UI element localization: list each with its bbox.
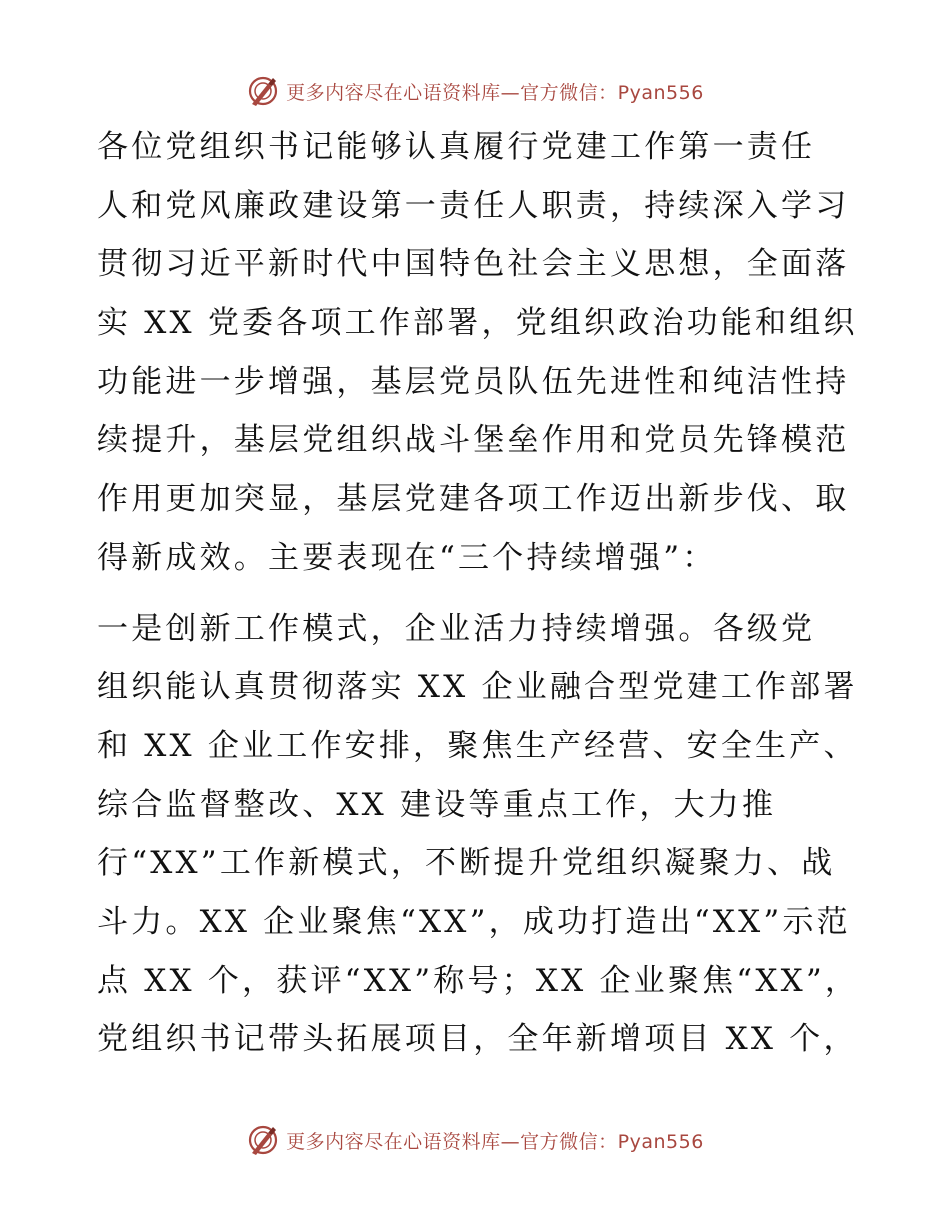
text-line: 点 XX 个，获评“XX”称号；XX 企业聚焦“XX”， (97, 962, 860, 999)
paragraph-2 (97, 600, 860, 1070)
watermark-text: 更多内容尽在心语资料库—官方微信：Pyan556 (286, 81, 704, 104)
text-line: 功能进一步增强，基层党员队伍先进性和纯洁性持 (97, 363, 850, 400)
pen-logo-icon (246, 74, 280, 108)
pen-logo-icon (246, 1123, 280, 1157)
text-line: 作用更加突显，基层党建各项工作迈出新步伐、取 (97, 481, 850, 518)
text-line: 续提升，基层党组织战斗堡垒作用和党员先锋模范 (97, 422, 850, 459)
text-line: 一是创新工作模式，企业活力持续增强。各级党 (97, 610, 816, 647)
text-line: 得新成效。主要表现在“三个持续增强”： (97, 539, 717, 576)
document-body (97, 118, 860, 1069)
watermark-text: 更多内容尽在心语资料库—官方微信：Pyan556 (286, 1130, 704, 1153)
text-line: 综合监督整改、XX 建设等重点工作，大力推 (97, 786, 777, 823)
text-line: 人和党风廉政建设第一责任人职责，持续深入学习 (97, 187, 850, 224)
text-line: 各位党组织书记能够认真履行党建工作第一责任 (97, 129, 816, 165)
text-line: 行“XX”工作新模式，不断提升党组织凝聚力、战 (97, 845, 836, 882)
text-line: 党组织书记带头拓展项目，全年新增项目 XX 个， (97, 1021, 858, 1058)
watermark-banner-bottom (0, 1120, 950, 1160)
paragraph-gap (97, 588, 857, 600)
text-line: 贯彻习近平新时代中国特色社会主义思想，全面落 (97, 246, 850, 283)
text-line: 组织能认真贯彻落实 XX 企业融合型党建工作部署 (97, 669, 858, 706)
text-line: 和 XX 企业工作安排，聚焦生产经营、安全生产、 (97, 727, 858, 764)
watermark-banner-top (0, 71, 950, 111)
paragraph-1 (97, 118, 857, 588)
text-line: 斗力。XX 企业聚焦“XX”，成功打造出“XX”示范 (97, 903, 851, 940)
text-line: 实 XX 党委各项工作部署，党组织政治功能和组织 (97, 305, 858, 342)
